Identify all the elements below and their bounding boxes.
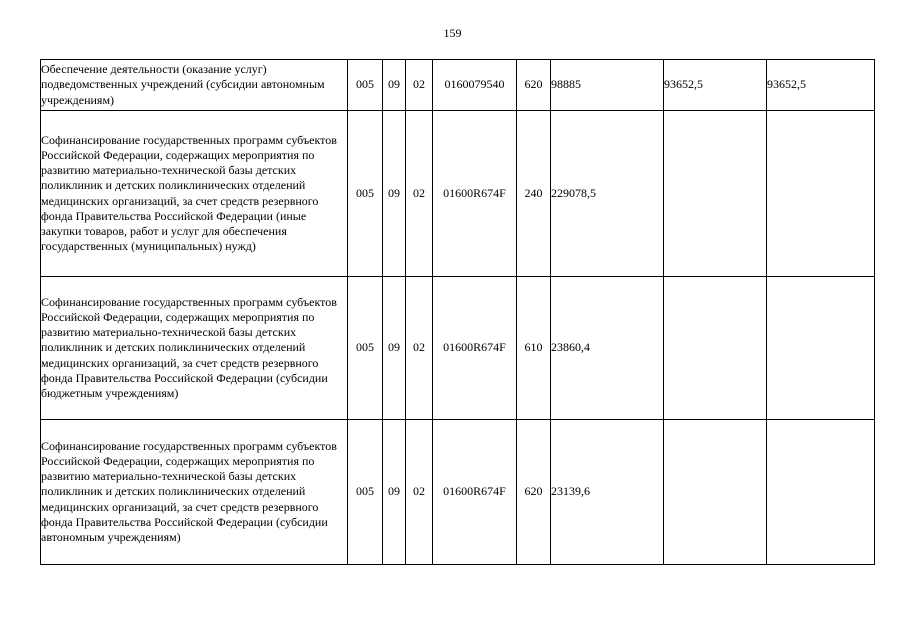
amount-year-1: 23139,6 bbox=[551, 420, 664, 565]
ministry-code: 005 bbox=[348, 420, 383, 565]
amount-year-1: 23860,4 bbox=[551, 277, 664, 420]
amount-year-3: 93652,5 bbox=[767, 60, 875, 111]
subsection-code: 02 bbox=[406, 420, 433, 565]
amount-year-2 bbox=[664, 111, 767, 277]
target-article-code: 0160079540 bbox=[433, 60, 517, 111]
row-description: Софинансирование государственных программ субъектов Российской Федерации, содержащих мероприятия по развитию материально-технической базы детских поликлиник и детских поликлинических отделений медицинских организаций, за счет средств резервного фонда Правительства Российской Федерации (субсидии автономным учреждениям) bbox=[41, 420, 348, 565]
subsection-code: 02 bbox=[406, 111, 433, 277]
expense-type-code: 620 bbox=[517, 60, 551, 111]
section-code: 09 bbox=[383, 60, 406, 111]
amount-year-1: 98885 bbox=[551, 60, 664, 111]
table-row bbox=[41, 420, 875, 565]
row-description: Обеспечение деятельности (оказание услуг) подведомственных учреждений (субсидии автономным учреждениям) bbox=[41, 60, 348, 111]
amount-year-3 bbox=[767, 111, 875, 277]
table-row bbox=[41, 111, 875, 277]
expense-type-code: 610 bbox=[517, 277, 551, 420]
section-code: 09 bbox=[383, 420, 406, 565]
target-article-code: 01600R674F bbox=[433, 111, 517, 277]
amount-year-3 bbox=[767, 277, 875, 420]
page-number: 159 bbox=[443, 26, 462, 40]
ministry-code: 005 bbox=[348, 111, 383, 277]
subsection-code: 02 bbox=[406, 60, 433, 111]
expense-type-code: 620 bbox=[517, 420, 551, 565]
amount-year-1: 229078,5 bbox=[551, 111, 664, 277]
table-row bbox=[41, 60, 875, 111]
amount-year-2: 93652,5 bbox=[664, 60, 767, 111]
budget-table bbox=[40, 59, 875, 565]
target-article-code: 01600R674F bbox=[433, 277, 517, 420]
expense-type-code: 240 bbox=[517, 111, 551, 277]
row-description: Софинансирование государственных программ субъектов Российской Федерации, содержащих мероприятия по развитию материально-технической базы детских поликлиник и детских поликлинических отделений медицинских организаций, за счет средств резервного фонда Правительства Российской Федерации (субсидии бюджетным учреждениям) bbox=[41, 277, 348, 420]
ministry-code: 005 bbox=[348, 60, 383, 111]
section-code: 09 bbox=[383, 111, 406, 277]
row-description: Софинансирование государственных программ субъектов Российской Федерации, содержащих мероприятия по развитию материально-технической базы детских поликлиник и детских поликлинических отделений медицинских организаций, за счет средств резервного фонда Правительства Российской Федерации (иные закупки товаров, работ и услуг для обеспечения государственных (муниципальных) нужд) bbox=[41, 111, 348, 277]
target-article-code: 01600R674F bbox=[433, 420, 517, 565]
ministry-code: 005 bbox=[348, 277, 383, 420]
section-code: 09 bbox=[383, 277, 406, 420]
subsection-code: 02 bbox=[406, 277, 433, 420]
amount-year-3 bbox=[767, 420, 875, 565]
table-row bbox=[41, 277, 875, 420]
amount-year-2 bbox=[664, 277, 767, 420]
amount-year-2 bbox=[664, 420, 767, 565]
